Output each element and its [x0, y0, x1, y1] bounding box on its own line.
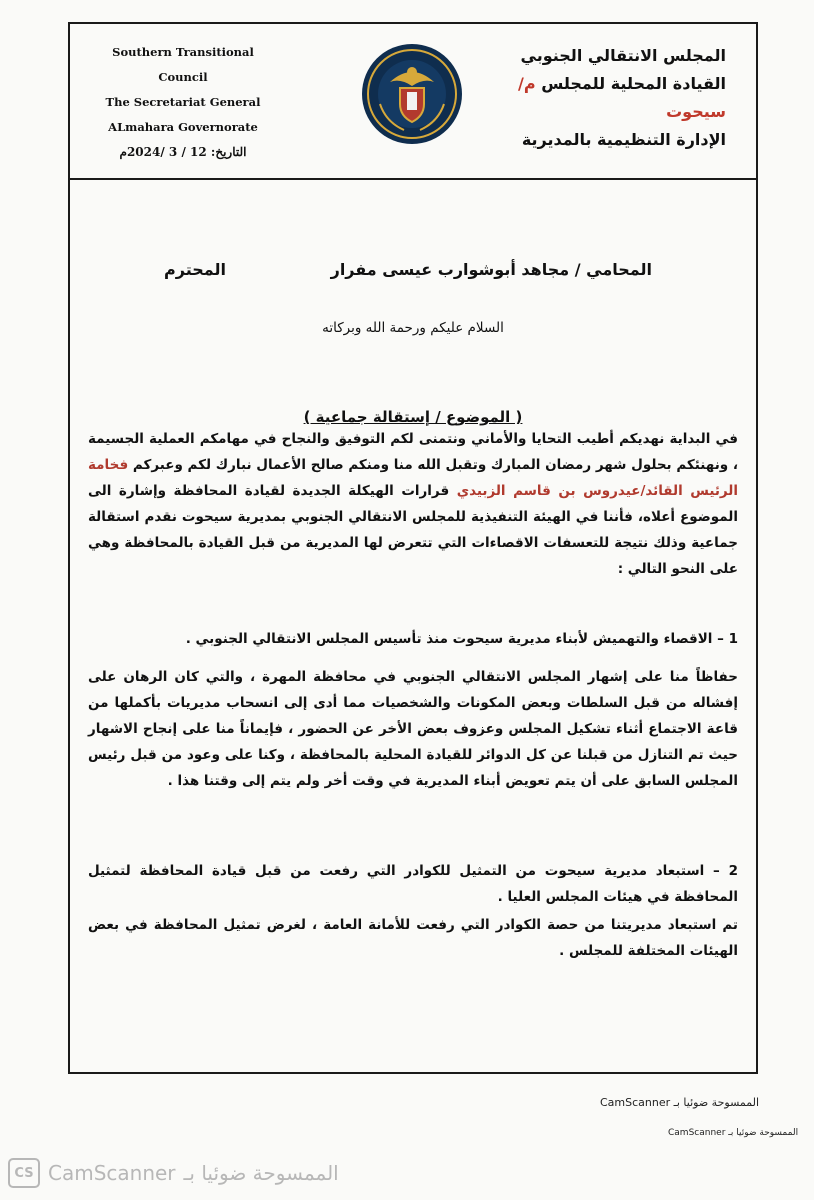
camscanner-note-small: الممسوحة ضوئيا بـ CamScanner: [668, 1128, 799, 1138]
camscanner-logo-icon: CS: [8, 1158, 40, 1188]
intro-part1: في البداية نهديكم أطيب التحايا والأماني ونتمنى لكم التوفيق والنجاح في مهامكم العملية الجسيمة ، ونهنئكم بحلول شهر رمضان المبارك وتقبل الله منا ومنكم صالح الأعمال نبارك لكم وعبركم: [88, 431, 738, 473]
greeting: السلام عليكم ورحمة الله وبركاته: [322, 320, 504, 336]
admin-dept-ar: الإدارة التنظيمية بالمديرية: [521, 130, 726, 149]
watermark-brand: CamScanner: [48, 1161, 176, 1185]
local-leadership-text: القيادة المحلية للمجلس: [535, 74, 726, 93]
subject-line: [70, 408, 756, 426]
letter-date: التاريخ: 12 / 3 /2024م: [119, 145, 247, 159]
addressee-honorific: المحترم: [164, 260, 226, 279]
camscanner-watermark: [8, 1158, 339, 1188]
watermark-prefix: الممسوحة ضوئيا بـ: [183, 1161, 339, 1185]
stc-emblem-icon: [360, 42, 464, 146]
camscanner-note: الممسوحة ضوئيا بـ CamScanner: [600, 1096, 760, 1109]
point1-title: 1 – الاقصاء والتهميش لأبناء مديرية سيحوت منذ تأسيس المجلس الانتقالي الجنوبي .: [185, 631, 738, 647]
arabic-letterhead: [496, 42, 726, 154]
local-leadership-ar: [496, 70, 726, 126]
org-name-ar: المجلس الانتقالي الجنوبي: [520, 46, 726, 65]
header-divider: [70, 178, 756, 180]
point2-body: تم استبعاد مديريتنا من حصة الكوادر التي رفعت للأمانة العامة ، لغرض تمثيل المحافظة في بعض الهيئات المختلفة للمجلس .: [88, 917, 738, 959]
english-letterhead: [88, 40, 278, 165]
subject-text: ( الموضوع / إستقالة جماعية ): [303, 408, 523, 426]
governorate-en: ALmahara Governorate: [108, 120, 258, 134]
intro-paragraph: [88, 426, 738, 582]
secretariat-en: The Secretariat General: [105, 95, 261, 109]
point1-body: حفاظاً منا على إشهار المجلس الانتقالي الجنوبي في محافظة المهرة ، والتي كان الرهان على إفشاله من قبل السلطات وبعض المكونات والشخصيات مما أدى إلى انسحاب مديريات بأكملها من قاعة الاجتماع أثناء تشكيل المجلس وعزوف بعض الأخر عن الحضور ، فإيماناً منا على إنجاح الاشهار حيث تم التنازل من قبلنا عن كل الدوائر للقيادة المحلية بالمحافظة ، وكنا على وعود من قبل رئيس المجلس السابق على أن يتم تعويض أبناء المديرية في وقت أخر ولم يتم إلى وقتنا هذا .: [88, 669, 738, 789]
president-name: فخامة الرئيس القائد/عيدروس بن قاسم الزبيدي: [88, 457, 739, 499]
addressee-name: المحامي / مجاهد أبوشوارب عيسى مفرار: [330, 260, 652, 279]
letter-frame: [68, 22, 758, 1074]
intro-part2: قرارات الهيكلة الجديدة لقيادة المحافظة وإشارة الى الموضوع أعلاه، فأننا في الهيئة التنفيذية للمجلس الانتقالي الجنوبي بمديرية سيحوت نقدم استقالة جماعية وذلك نتيجة للتعسفات الاقصاءات التي تتعرض لها المديرية من قبل القيادة بالمحافظة وهي على النحو التالي :: [88, 483, 738, 577]
district-code: م/سيحوت: [518, 74, 726, 121]
org-name-en: Southern Transitional Council: [112, 45, 254, 84]
point2-title: 2 – استبعاد مديرية سيحوت من التمثيل للكوادر التي رفعت من قبل قيادة المحافظة لتمثيل المحافظة في هيئات المجلس العليا .: [88, 863, 738, 905]
